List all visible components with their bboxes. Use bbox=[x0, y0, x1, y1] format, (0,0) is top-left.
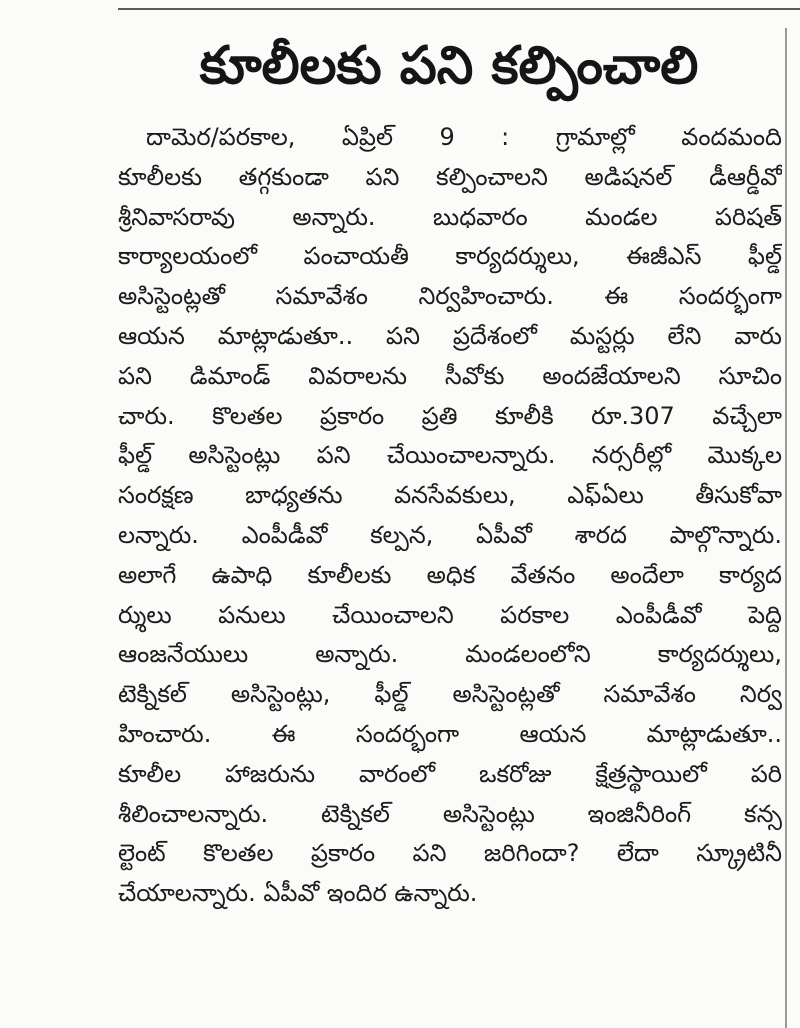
article-line: కూలీల హాజరును వారంలో ఒకరోజు క్షేత్రస్థాయిలో పరి bbox=[118, 759, 782, 788]
article-line: హించారు. ఈ సందర్భంగా ఆయన మాట్లాడుతూ.. bbox=[118, 719, 782, 748]
article-line: కూలీలకు తగ్గకుండా పని కల్పించాలని అడిషనల్ డీఆర్డీవో bbox=[118, 162, 782, 191]
article-line: శ్రీనివాసరావు అన్నారు. బుధవారం మండల పరిషత్ bbox=[118, 202, 782, 231]
article-line: ఆంజనేయులు అన్నారు. మండలంలోని కార్యదర్శులు, bbox=[118, 640, 782, 669]
column-rule bbox=[785, 28, 787, 1028]
article-line: అసిస్టెంట్లతో సమావేశం నిర్వహించారు. ఈ సందర్భంగా bbox=[118, 282, 782, 311]
article-line: అలాగే ఉపాధి కూలీలకు అధిక వేతనం అందేలా కార్యద bbox=[118, 560, 782, 589]
article-line: లన్నారు. ఎంపీడీవో కల్పన, ఏపీవో శారద పాల్గొన్నారు. bbox=[118, 520, 782, 549]
headline: కూలీలకు పని కల్పించాలి bbox=[199, 36, 699, 96]
article-line: టెక్నికల్ అసిస్టెంట్లు, ఫీల్డ్ అసిస్టెంట్లతో సమావేశం నిర్వ bbox=[118, 680, 782, 709]
article-line: ర్శులు పనులు చేయించాలని పరకాల ఎంపీడీవో పెద్ది bbox=[118, 600, 782, 629]
article-line: సంరక్షణ బాధ్యతను వనసేవకులు, ఎఫ్ఏలు తీసుకోవా bbox=[118, 481, 782, 510]
article-line: చేయాలన్నారు. ఏపీవో ఇందిర ఉన్నారు. bbox=[118, 879, 478, 908]
article-body bbox=[118, 118, 782, 914]
article-line: ఆయన మాట్లాడుతూ.. పని ప్రదేశంలో మస్టర్లు లేని వారు bbox=[118, 321, 782, 350]
article-line: పని డిమాండ్ వివరాలను సీవోకు అందజేయాలని సూచిం bbox=[118, 361, 782, 390]
article-line: కార్యాలయంలో పంచాయతీ కార్యదర్శులు, ఈజీఎస్ ఫీల్డ్ bbox=[118, 242, 782, 271]
article-line: ఫీల్డ్ అసిస్టెంట్లు పని చేయించాలన్నారు. నర్సరీల్లో మొక్కల bbox=[118, 441, 782, 470]
article-line: శీలించాలన్నారు. టెక్నికల్ అసిస్టెంట్లు ఇంజినీరింగ్ కన్స bbox=[118, 799, 782, 828]
article-line: చారు. కొలతల ప్రకారం ప్రతి కూలీకి రూ.307 వచ్చేలా bbox=[118, 401, 782, 430]
top-rule bbox=[118, 8, 800, 10]
article-line: దామెర/పరకాల, ఏప్రిల్ 9 : గ్రామాల్లో వందమంది bbox=[146, 123, 782, 151]
article-line: ల్టెంట్ కొలతల ప్రకారం పని జరిగిందా? లేదా స్క్రూటినీ bbox=[118, 839, 782, 868]
